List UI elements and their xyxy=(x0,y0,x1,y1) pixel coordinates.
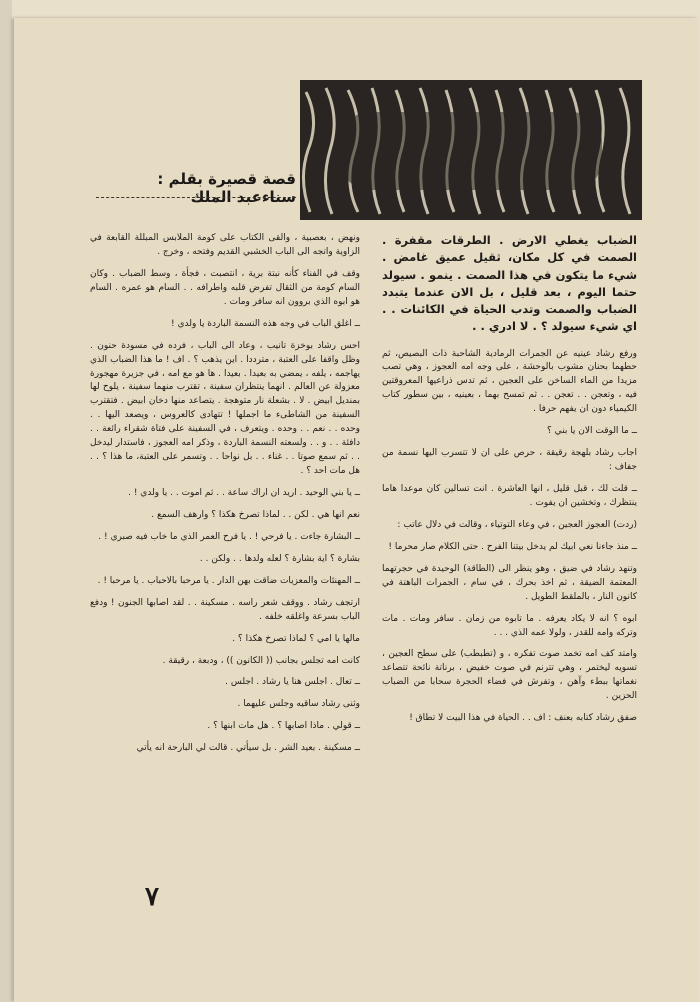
paragraph: احس رشاد بوخزة تانيب ، وعاد الى الباب ، فرده في مسودة حنون . وظل واقفا على العتبة ، مترددا . اين يذهب ؟ . اف ! ما هذا الضباب الذي يهاجمه ، يلفه ، يمضي به بعيدا . بعيدا . ها هو مع امه ، في جزيرة مهجورة معزولة عن العالم . انهما ينتظران سفينة ، تقترب منهما سفينة ، يلوح لها بمنديل ابيض . لا . بشعلة نار متوهجة . يتصاعد منها دخان ابيض . فتقترب السفينة من الشاطىء ما اجملها ! تتهادى كالعروس ، ويصعد اليها . . وحده . . نعم . . وحده . ويتعرف ، في السفينة على فتاة شقراء رائعة . . دافئة . . و . . ولسعته النسمة الباردة ، وذكر امه العجوز ، فاستدار ليدخل . . ثم سمع صوتا . . غناء . . بل نواحا . . وتسمر على العتبة، ما هذا ؟ . . هل مات احد ؟ . xyxy=(90,340,360,477)
paragraph: ارتجف رشاد . ووقف شعر راسه . مسكينة . . لقد اصابها الجنون ! ودفع الباب بسرعة واغلقه خلفه . xyxy=(90,597,360,622)
left-column xyxy=(90,232,360,764)
paragraph: وقف في الفناء كأنه نبتة برية ، انتصبت ، فجأة ، وسط الضباب . وكان السام كومة من الثقال تفرض قلبه واطرافه . . السام هو عمره . السام هو ابوه الذي بروون انه سافر ومات . xyxy=(90,268,360,307)
dialogue-line: ــ مسكينة . بعيد الشر . بل سيأتي . قالت لي البارحة انه يأتي xyxy=(136,743,360,754)
paragraph: وتنهد رشاد في ضيق ، وهو ينظر الى (الطاقة) الوحيدة في حجرتهما المعتمة الضيقة ، ثم اخذ بحرك ، في سام ، الجمرات الباهتة في كانون النار ، بالملقط الطويل . xyxy=(382,563,637,602)
dialogue-line: ــ يا بني الوحيد . اريد ان اراك ساعة . . ثم اموت . . يا ولدي ! . xyxy=(128,488,360,498)
right-column xyxy=(382,232,637,734)
dialogue-line: ــ المهنئات والمعزيات ضاقت بهن الدار . يا مرحبا بالاحباب . يا مرحبا ! . xyxy=(97,575,360,586)
dialogue-line: ــ اغلق الباب في وجه هذه النسمة الباردة يا ولدي ! xyxy=(171,318,360,329)
paragraph: وامتد كف امه تخمد صوت تفكره ، و (تطبطب) على سطح العجين ، تسويه ليختمر ، وهي تترنم في صوت خفيض ، برناتة نائحة تتصاعد نغماتها ببطء وآهن ، وتفرش في فضاء الحجرة سحابا من الضباب الحزين . xyxy=(382,649,637,702)
dialogue-line: ــ قلت لك ، قبل قليل ، انها العاشرة . انت تسالين كان موعدا هاما ينتظرك ، وتخشين ان يفوت . xyxy=(382,484,637,508)
dialogue-line: ــ ما الوقت الان يا بني ؟ xyxy=(546,426,637,437)
paragraph: نعم انها هي . لكن . . لماذا تصرخ هكذا ؟ وارهف السمع . xyxy=(151,509,360,520)
paragraph: مالها يا امي ؟ لماذا تصرخ هكذا ؟ . xyxy=(232,633,360,644)
paragraph: كانت امه تجلس بجانب (( الكانون )) ، ودبعة ، رقيقة . xyxy=(162,655,360,666)
paragraph: بشارة ؟ اية بشارة ؟ لعله ولدها . . ولكن . . xyxy=(199,553,360,564)
dialogue-line: ــ البشارة جاءت . يا فرحي ! . يا فرح العمر الذي ما خاب فيه صبري ! . xyxy=(98,531,360,542)
paragraph: ونهض ، بعصبية ، والقى الكتاب على كومة الملابس المبللة القابعة في الزاوية واتجه الى الباب الخشبي القديم وفتحه ، وخرج . xyxy=(90,233,360,257)
paragraph: ابوه ؟ انه لا يكاد يعرفه . ما تابوه من زمان . سافر ومات . مات وتركه وامه للقدر ، ولولا عمه الذي . . . xyxy=(382,613,637,638)
lead-paragraph: الضباب يغطي الارض . الطرقات مقفرة . الصمت في كل مكان، ثقيل عميق غامض . شيء ما يتكون في هذا الصمت . ينمو . سيولد حتما اليوم ، بعد قليل ، بل الان عندما يتبدد الضباب والصمت وتدب الحياة في الكائنات . . اي شيء سيولد ؟ . لا ادري . . xyxy=(382,233,637,334)
dialogue-line: ــ منذ جاءنا نعي ابيك لم يدخل بيتنا الفرح . حتى الكلام صار محرما ! xyxy=(388,541,637,552)
wood-grain-illustration xyxy=(300,80,642,220)
title-artwork xyxy=(300,80,642,220)
byline-divider xyxy=(96,197,296,198)
paragraph: وثنى رشاد ساقيه وجلس عليهما . xyxy=(237,699,360,710)
paragraph: (ردت) العجوز العجين ، في وعاء التوتياء ، وقالت في دلال عاتب : xyxy=(397,519,637,530)
page-gutter xyxy=(0,0,12,1002)
dialogue-line: ــ قولي . ماذا اصابها ؟ . هل مات ابنها ؟ . xyxy=(207,721,360,732)
dialogue-line: ــ تعال . اجلس هنا يا رشاد . اجلس . xyxy=(225,677,360,688)
paragraph: اجاب رشاد بلهجة رقيقة ، حرص على ان لا تتسرب اليها نسمة من جفاف : xyxy=(382,448,637,473)
page-number: ٧ xyxy=(145,882,159,912)
story-byline: قصة قصيرة بقلم : سناءعبد الملك xyxy=(157,170,296,206)
paragraph: ورفع رشاد عينيه عن الجمرات الرمادية الشاحبة ذات البصيص، ثم حطهما بحنان مشوب بالوحشة ، على وجه امه العجوز ، وهي تصب مزيدا من الماء الساخن على العجين ، ثم تدس ذراعيها المعروقتين فيه ، وتعجن . . تعجن . . ثم تمسح بهما ، بعينيه ، بين سطور كتاب الكيمياء دون ان يفهم حرفا . xyxy=(382,348,637,415)
paragraph: صفق رشاد كتابه بعنف : اف . . الحياة في هذا البيت لا تطاق ! xyxy=(409,713,637,724)
